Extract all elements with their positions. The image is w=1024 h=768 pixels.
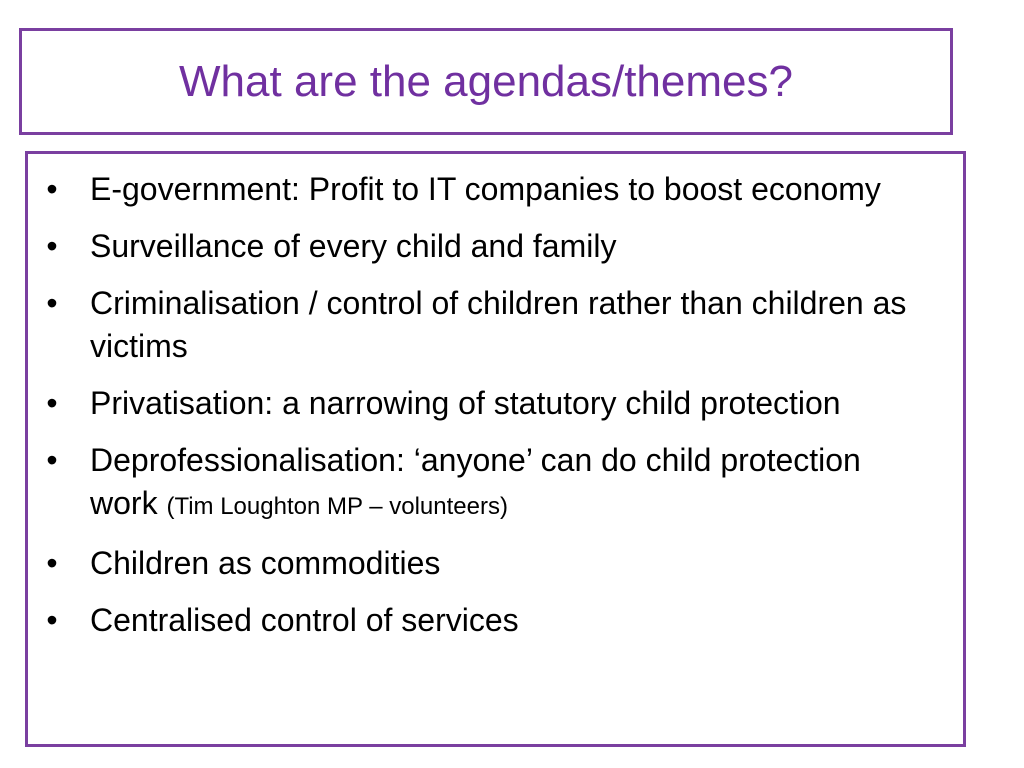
bullet-dot-icon: • [46, 285, 58, 321]
bullet-dot-icon: • [46, 228, 58, 264]
bullet-dot-icon: • [46, 442, 58, 478]
bullet-list [28, 168, 963, 656]
bullet-item [28, 168, 963, 211]
bullet-item [28, 225, 963, 268]
bullet-text: E-government: Profit to IT companies to boost economy [90, 171, 881, 207]
bullet-dot-icon: • [46, 171, 58, 207]
bullet-dot-icon: • [46, 545, 58, 581]
bullet-item [28, 599, 963, 642]
content-placeholder [25, 151, 966, 747]
bullet-text: Deprofessionalisation: ‘anyone’ can do child protection work [90, 442, 861, 521]
slide-title: What are the agendas/themes? [179, 56, 793, 106]
bullet-text: Centralised control of services [90, 602, 519, 638]
bullet-item [28, 282, 963, 368]
title-placeholder [19, 28, 953, 135]
bullet-item [28, 439, 963, 528]
bullet-dot-icon: • [46, 602, 58, 638]
bullet-text: Surveillance of every child and family [90, 228, 617, 264]
bullet-dot-icon: • [46, 385, 58, 421]
bullet-text: Criminalisation / control of children rather than children as victims [90, 285, 907, 364]
bullet-item [28, 542, 963, 585]
bullet-item [28, 382, 963, 425]
bullet-note: (Tim Loughton MP – volunteers) [166, 493, 508, 520]
bullet-text: Privatisation: a narrowing of statutory child protection [90, 385, 841, 421]
bullet-text: Children as commodities [90, 545, 441, 581]
